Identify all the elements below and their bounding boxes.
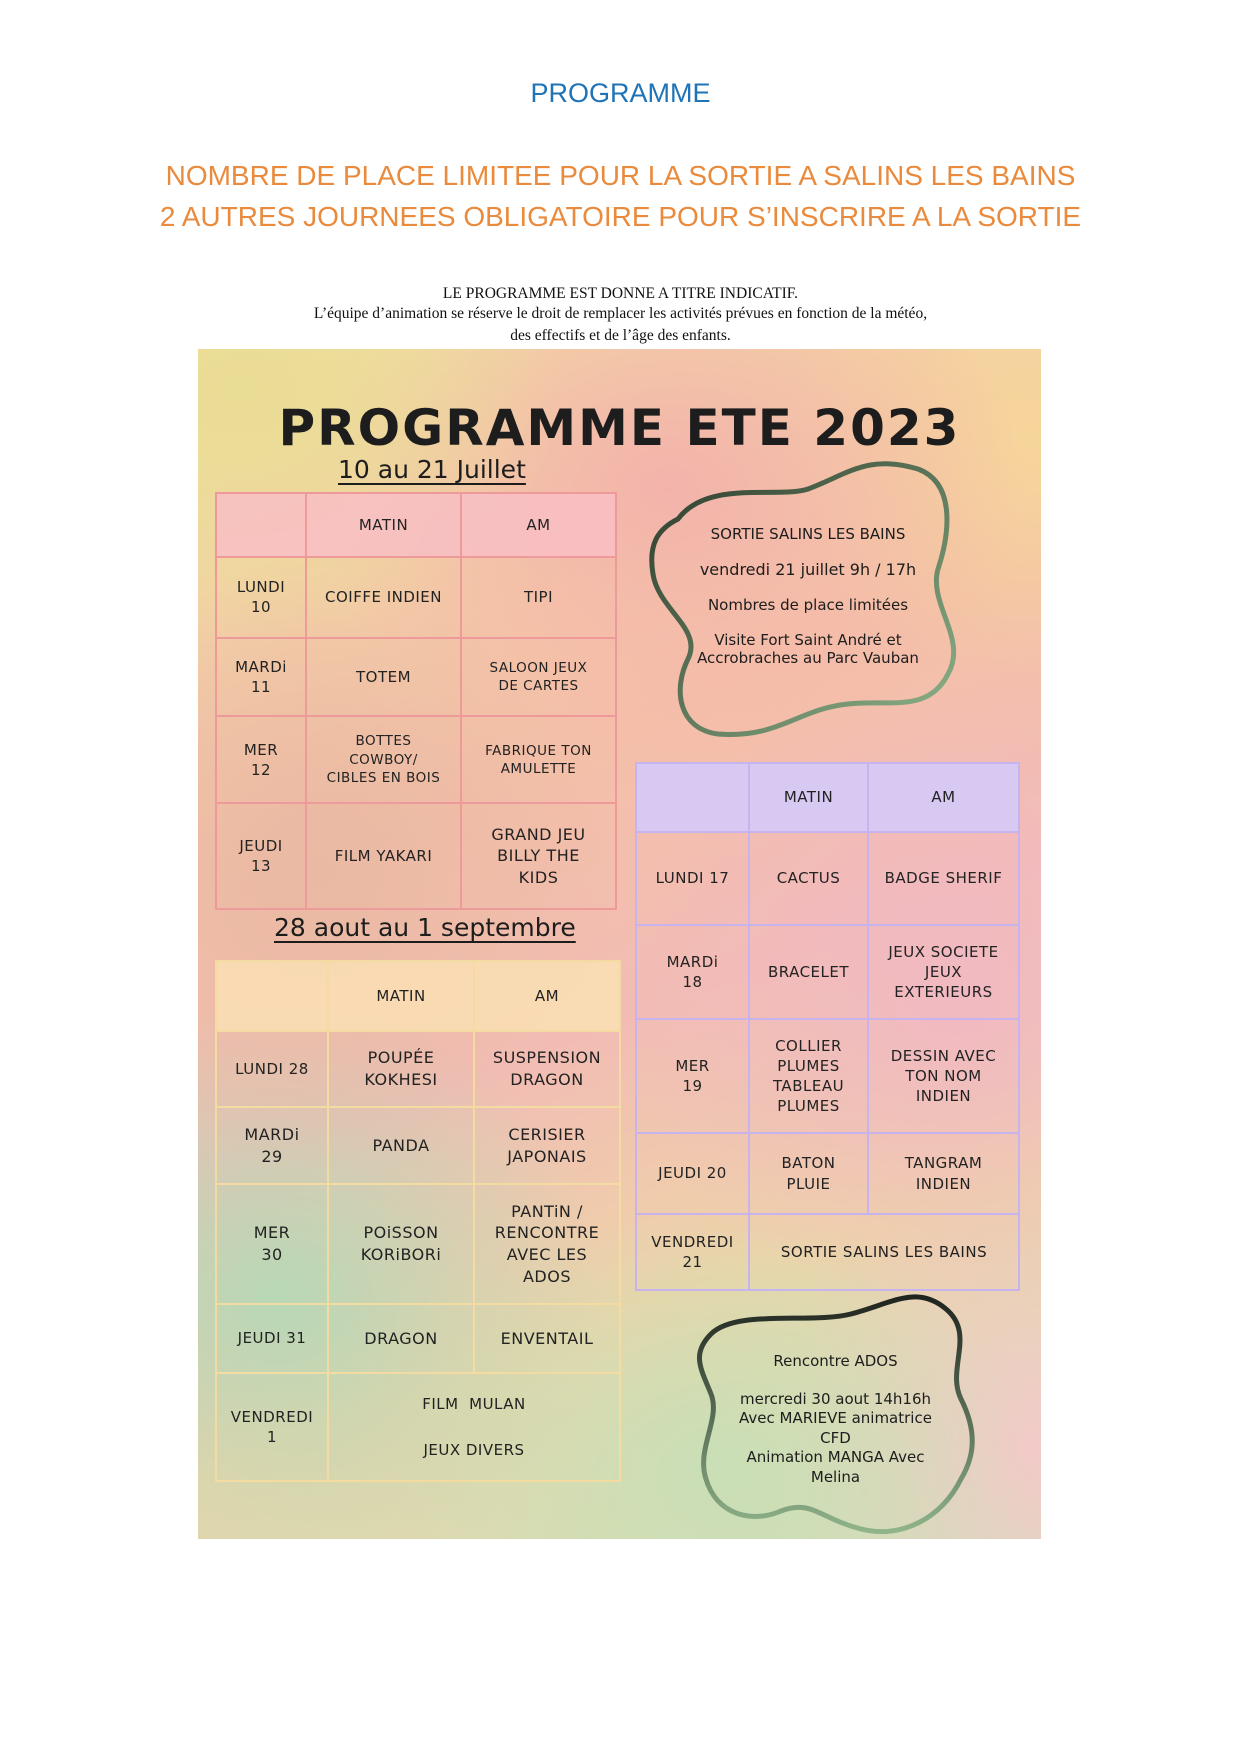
day-cell: LUNDI 10 — [216, 557, 306, 637]
outing-info-text — [668, 525, 948, 667]
bubble2-line6: Melina — [810, 1467, 861, 1486]
header-cell — [216, 961, 328, 1031]
table-row — [216, 1373, 620, 1481]
table-row — [216, 1304, 620, 1373]
table-row — [636, 925, 1019, 1019]
table-row — [216, 557, 616, 637]
day-cell: MARDi 18 — [636, 925, 749, 1019]
table-row — [216, 716, 616, 803]
bubble1-line4: Visite Fort Saint André et — [714, 631, 902, 649]
summer-program-poster — [198, 349, 1041, 1539]
schedule-table-week-1 — [215, 492, 617, 910]
bubble1-line1: SORTIE SALINS LES BAINS — [710, 525, 906, 543]
afternoon-cell: FABRIQUE TON AMULETTE — [461, 716, 616, 803]
header-cell: MATIN — [328, 961, 474, 1031]
morning-cell: COLLIER PLUMES TABLEAU PLUMES — [749, 1019, 868, 1133]
day-cell: JEUDI 13 — [216, 803, 306, 909]
afternoon-cell: PANTiN / RENCONTRE AVEC LES ADOS — [474, 1184, 620, 1304]
day-cell: MER 12 — [216, 716, 306, 803]
note-line-3: des effectifs et de l’âge des enfants. — [510, 327, 731, 344]
day-cell: MER 30 — [216, 1184, 328, 1304]
day-cell: JEUDI 20 — [636, 1133, 749, 1214]
note-line-2: L’équipe d’animation se réserve le droit de remplacer les activités prévues en fonction de la météo, — [313, 305, 928, 322]
morning-cell: COIFFE INDIEN — [306, 557, 461, 637]
morning-cell: TOTEM — [306, 638, 461, 716]
afternoon-cell: TIPI — [461, 557, 616, 637]
table-row — [216, 1031, 620, 1107]
day-cell: MARDi 11 — [216, 638, 306, 716]
activity-cell: SORTIE SALINS LES BAINS — [749, 1214, 1019, 1290]
morning-cell: FILM YAKARI — [306, 803, 461, 909]
morning-cell: BRACELET — [749, 925, 868, 1019]
schedule-table-week-2 — [635, 762, 1020, 1291]
day-cell: LUNDI 17 — [636, 832, 749, 925]
header-cell — [636, 763, 749, 832]
table-row — [636, 1214, 1019, 1290]
schedule-table-week-3 — [215, 960, 621, 1482]
afternoon-cell: SALOON JEUX DE CARTES — [461, 638, 616, 716]
table-header-row — [216, 961, 620, 1031]
warning-line-2: 2 AUTRES JOURNEES OBLIGATOIRE POUR S’INSCRIRE A LA SORTIE — [159, 201, 1082, 232]
afternoon-cell: GRAND JEU BILLY THE KIDS — [461, 803, 616, 909]
morning-cell: CACTUS — [749, 832, 868, 925]
day-cell: LUNDI 28 — [216, 1031, 328, 1107]
period-2-label: 28 aout au 1 septembre — [274, 913, 576, 942]
table-header-row — [216, 493, 616, 557]
table-row — [216, 1184, 620, 1304]
morning-cell: BATON PLUIE — [749, 1133, 868, 1214]
table-row — [216, 803, 616, 909]
friday-activity-2: JEUX DIVERS — [423, 1441, 525, 1459]
header-cell — [216, 493, 306, 557]
friday-activity-1: FILM MULAN — [422, 1394, 526, 1413]
morning-cell: PANDA — [328, 1107, 474, 1184]
afternoon-cell: BADGE SHERIF — [868, 832, 1019, 925]
day-cell: JEUDI 31 — [216, 1304, 328, 1373]
afternoon-cell: DESSIN AVEC TON NOM INDIEN — [868, 1019, 1019, 1133]
activity-cell — [328, 1373, 620, 1481]
morning-cell: POUPÉE KOKHESI — [328, 1031, 474, 1107]
table-row — [636, 832, 1019, 925]
afternoon-cell: ENVENTAIL — [474, 1304, 620, 1373]
header-cell: MATIN — [306, 493, 461, 557]
day-cell: MER 19 — [636, 1019, 749, 1133]
page-heading: PROGRAMME — [530, 78, 711, 108]
afternoon-cell: TANGRAM INDIEN — [868, 1133, 1019, 1214]
morning-cell: BOTTES COWBOY/ CIBLES EN BOIS — [306, 716, 461, 803]
table-row — [636, 1019, 1019, 1133]
afternoon-cell: JEUX SOCIETE JEUX EXTERIEURS — [868, 925, 1019, 1019]
warning-line-1: NOMBRE DE PLACE LIMITEE POUR LA SORTIE A SALINS LES BAINS — [165, 160, 1076, 191]
bubble1-line5: Accrobraches au Parc Vauban — [697, 649, 919, 667]
bubble2-line4: CFD — [820, 1428, 851, 1447]
day-cell: VENDREDI 1 — [216, 1373, 328, 1481]
table-row — [216, 1107, 620, 1184]
afternoon-cell: SUSPENSION DRAGON — [474, 1031, 620, 1107]
day-cell: MARDi 29 — [216, 1107, 328, 1184]
poster-title: PROGRAMME ETE 2023 — [278, 399, 961, 457]
table-row — [636, 1133, 1019, 1214]
bubble1-line3: Nombres de place limitées — [707, 596, 909, 614]
morning-cell: POiSSON KORiBORi — [328, 1184, 474, 1304]
bubble1-line2: vendredi 21 juillet 9h / 17h — [699, 560, 917, 579]
bubble2-line3: Avec MARIEVE animatrice — [739, 1409, 932, 1427]
table-row — [216, 638, 616, 716]
afternoon-cell: CERISIER JAPONAIS — [474, 1107, 620, 1184]
bubble2-line5: Animation MANGA Avec — [746, 1448, 925, 1466]
period-1-label: 10 au 21 Juillet — [338, 455, 526, 484]
header-cell: AM — [868, 763, 1019, 832]
morning-cell: DRAGON — [328, 1304, 474, 1373]
day-cell: VENDREDI 21 — [636, 1214, 749, 1290]
bubble2-line1: Rencontre ADOS — [773, 1352, 898, 1370]
table-header-row — [636, 763, 1019, 832]
note-line-1: LE PROGRAMME EST DONNE A TITRE INDICATIF. — [442, 285, 799, 302]
teen-meeting-text — [708, 1352, 963, 1487]
header-cell: AM — [461, 493, 616, 557]
header-cell: AM — [474, 961, 620, 1031]
header-cell: MATIN — [749, 763, 868, 832]
bubble2-line2: mercredi 30 aout 14h16h — [739, 1389, 931, 1408]
